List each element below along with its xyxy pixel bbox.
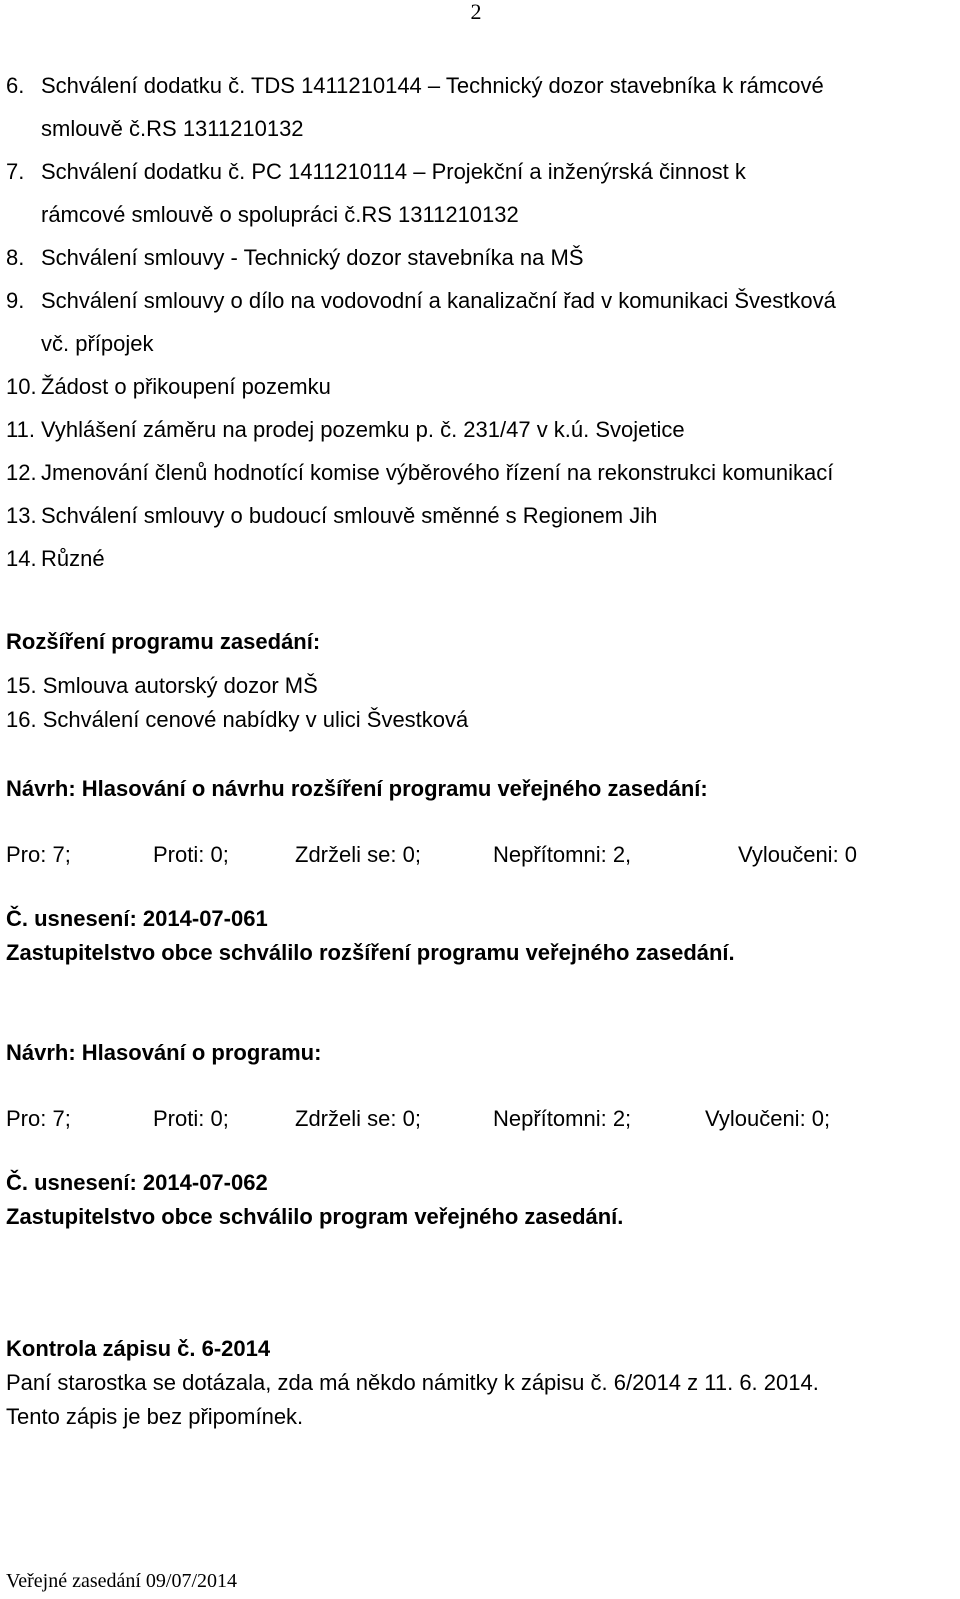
agenda-item-line: Jmenování členů hodnotící komise výběrového řízení na rekonstrukci komunikací [41,460,834,485]
resolution-text: Zastupitelstvo obce schválilo rozšíření programu veřejného zasedání. [6,940,735,965]
agenda-item-line: rámcové smlouvě o spolupráci č.RS 1311210132 [41,202,519,227]
agenda-item-line: Schválení smlouvy o budoucí smlouvě směnné s Regionem Jih [41,503,658,528]
agenda-item-line: Schválení dodatku č. PC 1411210114 – Projekční a inženýrská činnost k [41,159,746,184]
extension-section [6,625,946,737]
agenda-item-number: 14. [6,546,37,571]
vote-vylouceni: Vyloučeni: 0 [738,842,858,867]
agenda-item-line: Žádost o přikoupení pozemku [41,374,331,399]
agenda-item-number: 12. [6,460,37,485]
vote-nepritomni: Nepřítomni: 2; [493,1106,632,1131]
agenda-item-number: 6. [6,73,25,98]
vote2-results [6,1102,946,1136]
agenda-item-number: 11. [6,417,35,442]
vote-proti: Proti: 0; [153,842,229,867]
vote-zdrzeli: Zdrželi se: 0; [295,842,421,867]
extension-list [6,669,946,737]
agenda-item-number: 9. [6,288,25,313]
agenda-item [6,365,946,408]
vote1-results [6,838,946,872]
vote-nepritomni: Nepřítomni: 2, [493,842,632,867]
agenda-item [6,408,946,451]
vote-pro: Pro: 7; [6,842,71,867]
agenda-item [6,494,946,537]
page-footer: Veřejné zasedání 09/07/2014 [6,1570,238,1592]
agenda-item [6,150,946,236]
page-number: 2 [470,0,482,24]
vote1-proposal: Návrh: Hlasování o návrhu rozšíření programu veřejného zasedání: [6,776,708,801]
agenda-item-line: Vyhlášení záměru na prodej pozemku p. č. 231/47 v k.ú. Svojetice [41,417,685,442]
resolution-text: Zastupitelstvo obce schválilo program veřejného zasedání. [6,1204,624,1229]
review-text: Tento zápis je bez připomínek. [6,1404,304,1429]
agenda-item [6,279,946,365]
vote2-proposal: Návrh: Hlasování o programu: [6,1040,322,1065]
extension-heading: Rozšíření programu zasedání: [6,629,321,654]
agenda-item-number: 13. [6,503,37,528]
agenda-item [6,64,946,150]
agenda-item-number: 10. [6,374,37,399]
review-text: Paní starostka se dotázala, zda má někdo námitky k zápisu č. 6/2014 z 11. 6. 2014. [6,1370,819,1395]
agenda-item-line: Schválení smlouvy - Technický dozor stavebníka na MŠ [41,245,584,270]
vote-zdrzeli: Zdrželi se: 0; [295,1106,421,1131]
extension-item: 15. Smlouva autorský dozor MŠ [6,673,318,698]
resolution-number: Č. usnesení: 2014-07-061 [6,906,268,931]
agenda-item [6,537,946,580]
agenda-item-number: 8. [6,245,25,270]
agenda-item [6,236,946,279]
agenda-item-number: 7. [6,159,25,184]
vote1-resolution [6,902,946,970]
review-section [6,1332,946,1434]
agenda-item-line: Schválení dodatku č. TDS 1411210144 – Technický dozor stavebníka k rámcové [41,73,824,98]
agenda-list [6,64,946,580]
extension-item: 16. Schválení cenové nabídky v ulici Švestková [6,707,469,732]
agenda-item-line: Schválení smlouvy o dílo na vodovodní a kanalizační řad v komunikaci Švestková [41,288,836,313]
vote2-resolution [6,1166,946,1234]
review-heading: Kontrola zápisu č. 6-2014 [6,1336,271,1361]
agenda-item-line: Různé [41,546,105,571]
vote-vylouceni: Vyloučeni: 0; [705,1106,831,1131]
vote-proti: Proti: 0; [153,1106,229,1131]
agenda-item-line: smlouvě č.RS 1311210132 [41,116,304,141]
agenda-item [6,451,946,494]
resolution-number: Č. usnesení: 2014-07-062 [6,1170,268,1195]
agenda-item-line: vč. přípojek [41,331,154,356]
vote-pro: Pro: 7; [6,1106,71,1131]
